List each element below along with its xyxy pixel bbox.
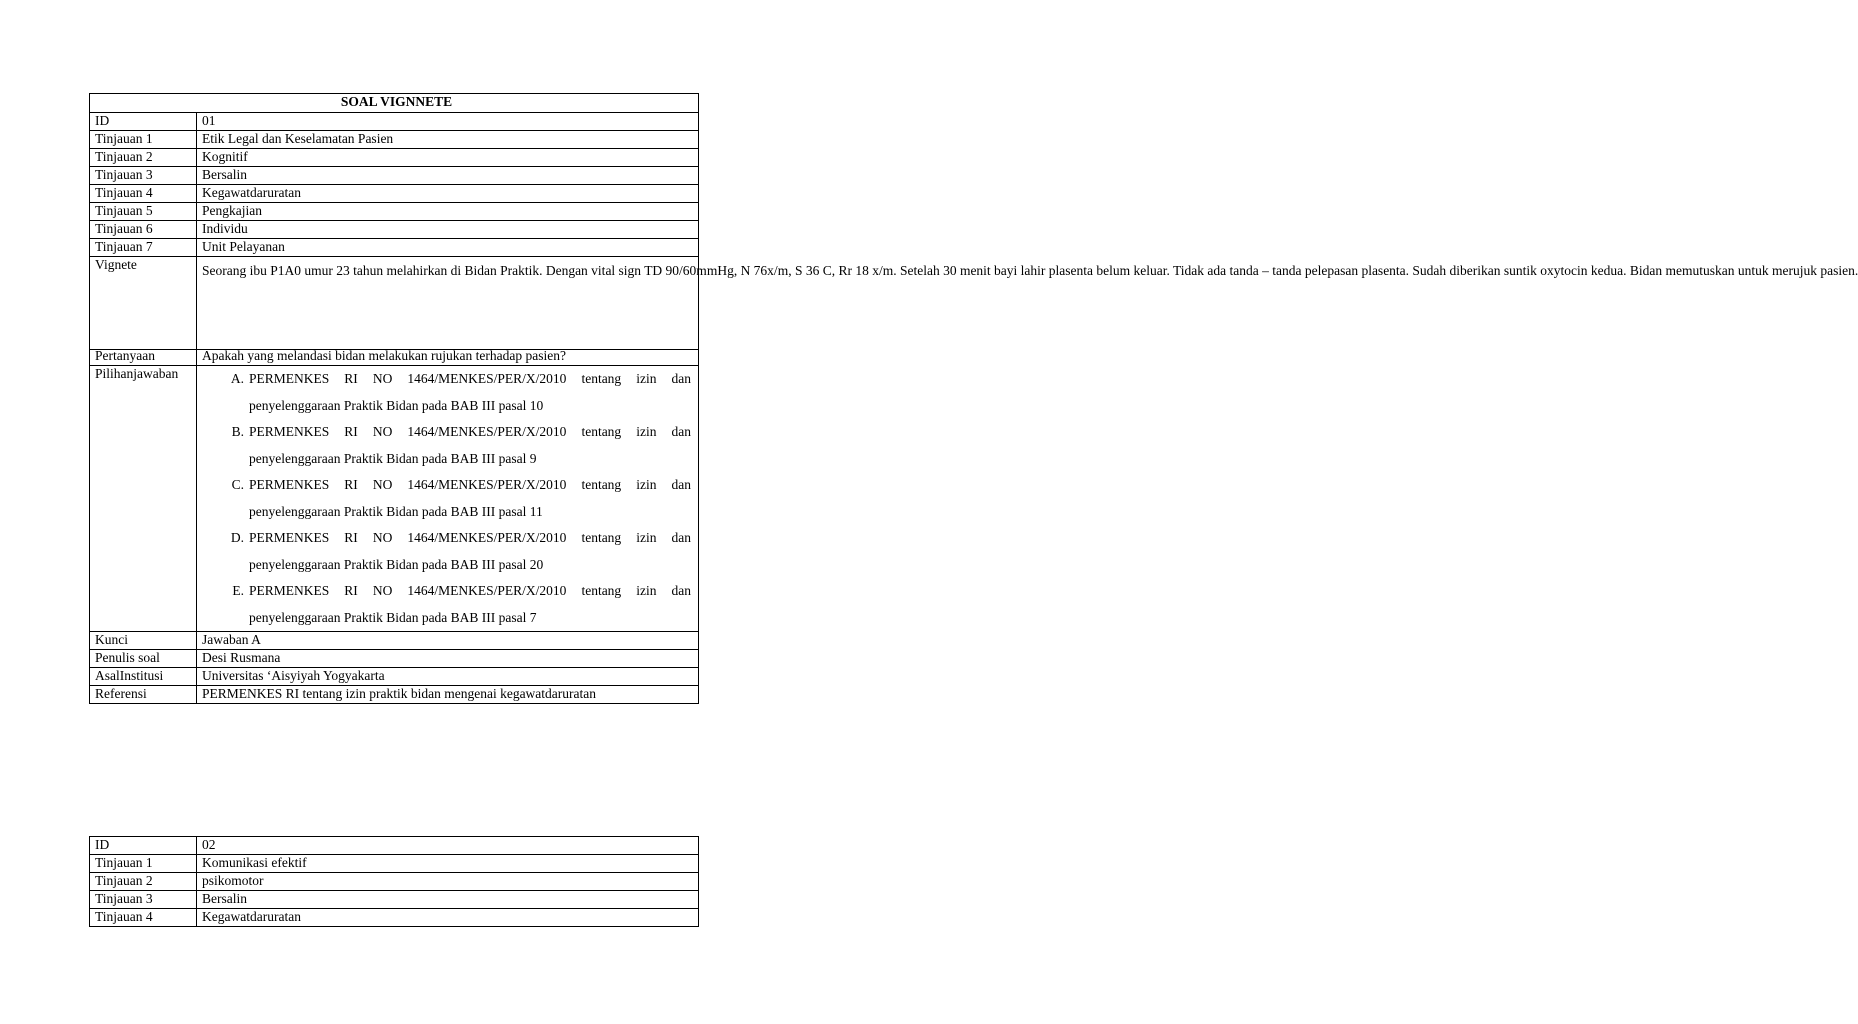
vignete-row — [90, 257, 699, 350]
option-line-2: penyelenggaraan Praktik Bidan pada BAB III pasal 10 — [249, 397, 544, 413]
question-row — [90, 350, 699, 366]
answer-option — [202, 419, 691, 472]
row-value: psikomotor — [197, 873, 699, 891]
answer-option — [202, 472, 691, 525]
question-table-2 — [89, 836, 699, 927]
row-value: Unit Pelayanan — [197, 239, 699, 257]
row-value: Komunikasi efektif — [197, 855, 699, 873]
row-label: Kunci — [90, 632, 197, 650]
row-label: Penulis soal — [90, 650, 197, 668]
row-label: Tinjauan 1 — [90, 855, 197, 873]
table-row — [90, 185, 699, 203]
row-value: 01 — [197, 113, 699, 131]
row-label: Tinjauan 2 — [90, 149, 197, 167]
row-label: Tinjauan 4 — [90, 185, 197, 203]
table-row — [90, 837, 699, 855]
table-row — [90, 113, 699, 131]
table-row — [90, 686, 699, 704]
table-row — [90, 855, 699, 873]
row-value: Kegawatdaruratan — [197, 185, 699, 203]
row-value: PERMENKES RI tentang izin praktik bidan mengenai kegawatdaruratan — [197, 686, 699, 704]
table-row — [90, 167, 699, 185]
row-value: 02 — [197, 837, 699, 855]
option-line-2: penyelenggaraan Praktik Bidan pada BAB III pasal 9 — [249, 450, 537, 466]
answer-option — [202, 578, 691, 631]
table-row — [90, 873, 699, 891]
option-line-1: PERMENKES RI NO 1464/MENKES/PER/X/2010 tentang izin dan — [249, 530, 692, 545]
table-row — [90, 909, 699, 927]
table-row — [90, 891, 699, 909]
vignete-text: Seorang ibu P1A0 umur 23 tahun melahirkan di Bidan Praktik. Dengan vital sign TD 90/60mmHg, N 76x/m, S 36 C, Rr 18 x/m. Setelah 30 menit bayi lahir plasenta belum keluar. Tidak ada tanda – tanda pelepasan plasenta. Sudah diberikan suntik oxytocin kedua. Bidan memutuskan untuk merujuk pasien. — [202, 263, 1858, 278]
row-label: Tinjauan 3 — [90, 891, 197, 909]
options-cell — [197, 366, 699, 632]
row-value: Pengkajian — [197, 203, 699, 221]
option-line-1: PERMENKES RI NO 1464/MENKES/PER/X/2010 tentang izin dan — [249, 424, 692, 439]
question-table-1 — [89, 93, 1858, 704]
row-value: Desi Rusmana — [197, 650, 699, 668]
option-line-1: PERMENKES RI NO 1464/MENKES/PER/X/2010 tentang izin dan — [249, 371, 692, 386]
option-letter: C. — [231, 477, 244, 492]
option-line-2: penyelenggaraan Praktik Bidan pada BAB III pasal 20 — [249, 556, 544, 572]
row-value: Individu — [197, 221, 699, 239]
answer-option — [202, 366, 691, 419]
option-line-2: penyelenggaraan Praktik Bidan pada BAB III pasal 7 — [249, 609, 537, 625]
row-label: AsalInstitusi — [90, 668, 197, 686]
row-label: Tinjauan 4 — [90, 909, 197, 927]
answer-options-list — [202, 366, 698, 631]
row-label: Tinjauan 3 — [90, 167, 197, 185]
vignete-label: Vignete — [90, 257, 197, 350]
table-row — [90, 203, 699, 221]
row-value: Kegawatdaruratan — [197, 909, 699, 927]
row-label: Tinjauan 7 — [90, 239, 197, 257]
question-text: Apakah yang melandasi bidan melakukan rujukan terhadap pasien? — [197, 350, 699, 366]
row-value: Kognitif — [197, 149, 699, 167]
table-row — [90, 632, 699, 650]
table-row — [90, 131, 699, 149]
table-row — [90, 221, 699, 239]
table-row — [90, 650, 699, 668]
option-letter: D. — [230, 530, 244, 545]
option-line-1: PERMENKES RI NO 1464/MENKES/PER/X/2010 tentang izin dan — [249, 583, 692, 598]
table-row — [90, 668, 699, 686]
option-letter: E. — [232, 583, 244, 598]
row-value: Universitas ‘Aisyiyah Yogyakarta — [197, 668, 699, 686]
row-value: Jawaban A — [197, 632, 699, 650]
vignete-cell — [197, 257, 1858, 350]
row-label: Tinjauan 5 — [90, 203, 197, 221]
option-letter: A. — [230, 371, 244, 386]
options-row — [90, 366, 699, 632]
row-label: Tinjauan 2 — [90, 873, 197, 891]
table-title: SOAL VIGNNETE — [90, 94, 699, 113]
row-value: Bersalin — [197, 167, 699, 185]
row-label: ID — [90, 113, 197, 131]
row-label: ID — [90, 837, 197, 855]
option-line-2: penyelenggaraan Praktik Bidan pada BAB III pasal 11 — [249, 503, 543, 519]
options-label: Pilihanjawaban — [90, 366, 197, 632]
row-label: Referensi — [90, 686, 197, 704]
option-letter: B. — [231, 424, 244, 439]
answer-option — [202, 525, 691, 578]
row-value: Etik Legal dan Keselamatan Pasien — [197, 131, 699, 149]
row-value: Bersalin — [197, 891, 699, 909]
row-label: Tinjauan 6 — [90, 221, 197, 239]
question-label: Pertanyaan — [90, 350, 197, 366]
table-row — [90, 149, 699, 167]
table-row — [90, 239, 699, 257]
row-label: Tinjauan 1 — [90, 131, 197, 149]
option-line-1: PERMENKES RI NO 1464/MENKES/PER/X/2010 tentang izin dan — [249, 477, 692, 492]
